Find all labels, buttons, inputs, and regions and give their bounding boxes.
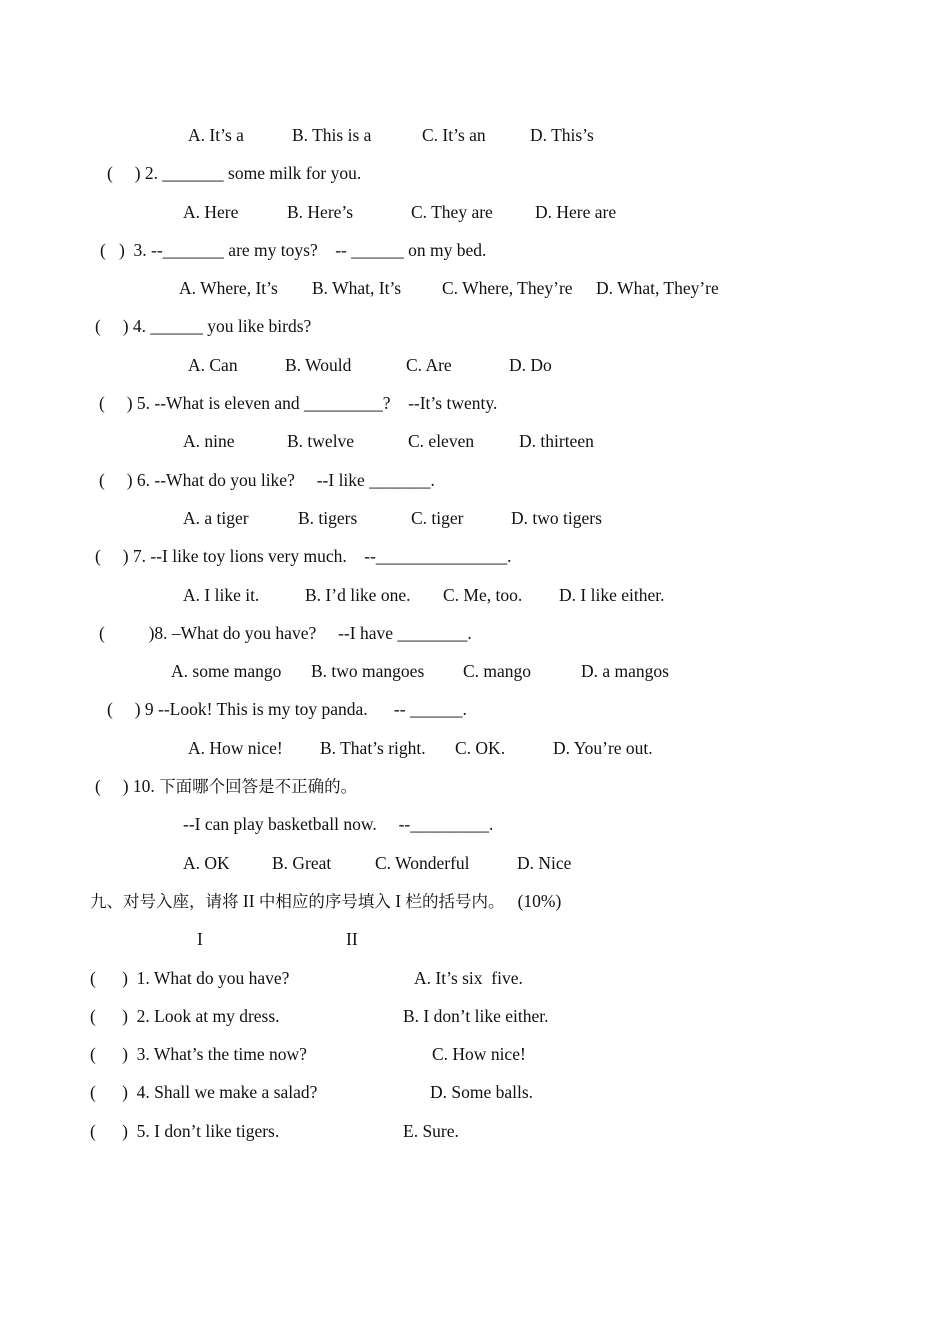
q5-option-b: B. twelve	[287, 431, 355, 451]
match-left-2: ( ) 2. Look at my dress.	[90, 1006, 280, 1026]
q7-option-d: D. I like either.	[559, 585, 665, 605]
column-header-i: I	[197, 929, 203, 949]
q8-stem: ( )8. –What do you have? --I have ________.	[99, 623, 472, 643]
q8-option-b: B. two mangoes	[311, 661, 425, 681]
q6-stem: ( ) 6. --What do you like? --I like _______.	[99, 470, 435, 490]
match-left-1: ( ) 1. What do you have?	[90, 968, 290, 988]
q2-option-d: D. Here are	[535, 202, 617, 222]
q4-stem: ( ) 4. ______ you like birds?	[95, 316, 312, 336]
section9-heading-score: (10%)	[504, 891, 562, 911]
q6-option-c: C. tiger	[411, 508, 464, 528]
q5-option-a: A. nine	[183, 431, 235, 451]
q6-option-b: B. tigers	[298, 508, 358, 528]
q7-stem: ( ) 7. --I like toy lions very much. --_______________.	[95, 546, 512, 566]
section9-heading-ii: II	[238, 891, 259, 911]
q3-option-b: B. What, It’s	[312, 278, 402, 298]
match-right-a: A. It’s six five.	[414, 968, 523, 988]
q6-option-a: A. a tiger	[183, 508, 249, 528]
q8-option-d: D. a mangos	[581, 661, 669, 681]
q10-stem-prefix: ( ) 10.	[95, 776, 160, 796]
q2-option-a: A. Here	[183, 202, 239, 222]
match-right-c: C. How nice!	[432, 1044, 526, 1064]
match-left-3: ( ) 3. What’s the time now?	[90, 1044, 307, 1064]
column-header-ii: II	[346, 929, 358, 949]
q10-option-a: A. OK	[183, 853, 230, 873]
q5-stem: ( ) 5. --What is eleven and _________? --It’s twenty.	[99, 393, 498, 413]
q9-stem: ( ) 9 --Look! This is my toy panda. -- ______.	[107, 699, 467, 719]
q10-option-b: B. Great	[272, 853, 332, 873]
q7-option-b: B. I’d like one.	[305, 585, 411, 605]
q10-stem-chinese: 下面哪个回答是不正确的。	[159, 777, 358, 796]
q4-option-b: B. Would	[285, 355, 352, 375]
match-left-4: ( ) 4. Shall we make a salad?	[90, 1082, 318, 1102]
section9-heading-i: I	[390, 891, 406, 911]
match-right-b: B. I don’t like either.	[403, 1006, 549, 1026]
q4-option-c: C. Are	[406, 355, 452, 375]
q10-option-c: C. Wonderful	[375, 853, 470, 873]
q8-option-c: C. mango	[463, 661, 532, 681]
q9-option-a: A. How nice!	[188, 738, 283, 758]
q7-option-c: C. Me, too.	[443, 585, 523, 605]
q3-option-a: A. Where, It’s	[179, 278, 278, 298]
match-right-e: E. Sure.	[403, 1121, 459, 1141]
section9-heading	[90, 890, 561, 913]
q10-stem	[95, 775, 357, 798]
q7-option-a: A. I like it.	[183, 585, 260, 605]
q1-option-b: B. This is a	[292, 125, 372, 145]
q9-option-b: B. That’s right.	[320, 738, 426, 758]
q10-dialogue: --I can play basketball now. --_________.	[183, 814, 494, 834]
q4-option-d: D. Do	[509, 355, 552, 375]
match-left-5: ( ) 5. I don’t like tigers.	[90, 1121, 280, 1141]
q3-option-d: D. What, They’re	[596, 278, 719, 298]
match-right-d: D. Some balls.	[430, 1082, 534, 1102]
q6-option-d: D. two tigers	[511, 508, 602, 528]
section9-heading-part3: 栏的括号内。	[405, 892, 505, 911]
q10-option-d: D. Nice	[517, 853, 572, 873]
section9-heading-part2: 中相应的序号填入	[258, 892, 391, 911]
q1-option-c: C. It’s an	[422, 125, 486, 145]
q1-option-d: D. This’s	[530, 125, 594, 145]
q1-option-a: A. It’s a	[188, 125, 244, 145]
q4-option-a: A. Can	[188, 355, 238, 375]
q2-stem: ( ) 2. _______ some milk for you.	[107, 163, 362, 183]
q3-option-c: C. Where, They’re	[442, 278, 573, 298]
q2-option-b: B. Here’s	[287, 202, 354, 222]
q5-option-c: C. eleven	[408, 431, 475, 451]
q8-option-a: A. some mango	[171, 661, 282, 681]
q3-stem: ( ) 3. --_______ are my toys? -- ______ on my bed.	[100, 240, 487, 260]
q9-option-c: C. OK.	[455, 738, 506, 758]
q5-option-d: D. thirteen	[519, 431, 594, 451]
section9-heading-part1: 九、对号入座，请将	[90, 892, 239, 911]
q9-option-d: D. You’re out.	[553, 738, 653, 758]
q2-option-c: C. They are	[411, 202, 493, 222]
